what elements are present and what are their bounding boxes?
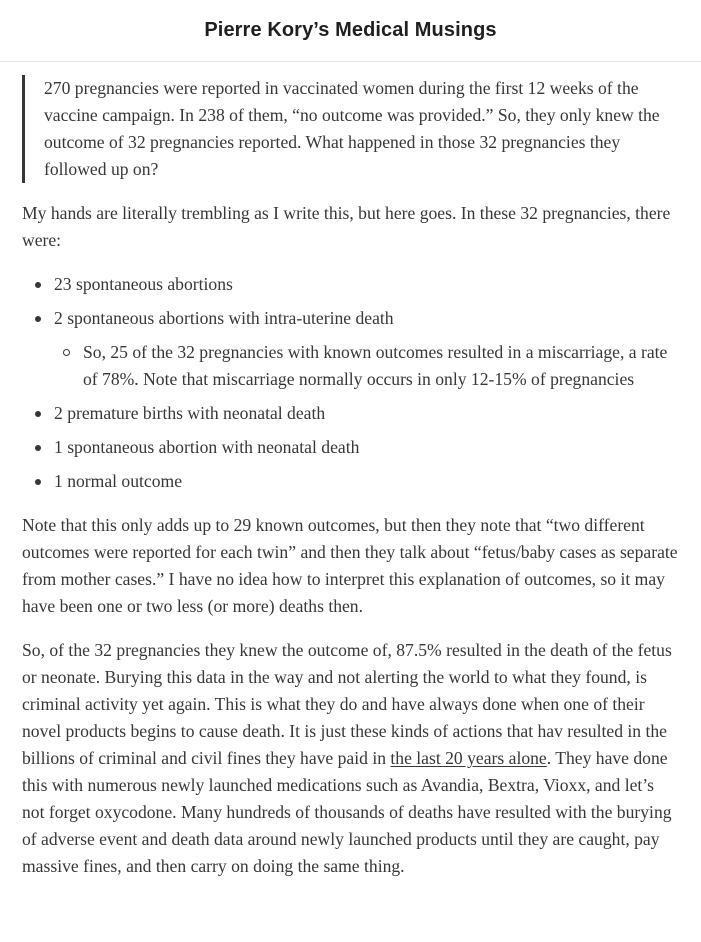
list-item: [22, 434, 679, 461]
paragraph-outcomes-note: Note that this only adds up to 29 known outcomes, but then they note that “two different outcomes were reported for each twin” and then they talk about “fetus/baby cases as separate from mother cases.” I have no idea how to interpret this explanation of outcomes, so it may have been one or two less (or more) deaths then.: [22, 515, 678, 616]
list-item-text: 1 normal outcome: [54, 471, 183, 491]
nested-list-item: [54, 339, 679, 393]
paragraph-conclusion-text-start: So, of the 32 pregnancies they knew the outcome of, 87.5% resulted in the death of the fetus or neonate. Burying this data in the way and not alerting the world to what they found, is criminal activity yet again. This is what they do and have always done when one of their novel products begins to cause death. It is just these kinds of actions that hav resulted in the billions of criminal and civil fines they have paid in: [22, 640, 672, 768]
list-item-text: 2 spontaneous abortions with intra-uterine death: [54, 308, 394, 328]
paragraph-conclusion: [22, 637, 679, 880]
list-item: [22, 400, 679, 427]
blockquote-text: 270 pregnancies were reported in vaccinated women during the first 12 weeks of the vaccine campaign. In 238 of them, “no outcome was provided.” So, they only knew the outcome of 32 pregnancies reported. What happened in those 32 pregnancies they followed up on?: [44, 78, 660, 179]
list-item: [22, 468, 679, 495]
list-item-text: 1 spontaneous abortion with neonatal death: [54, 437, 360, 457]
blockquote: [22, 75, 679, 183]
publication-header: [0, 0, 701, 62]
list-item-text: 2 premature births with neonatal death: [54, 403, 326, 423]
paragraph-conclusion-text-end: . They have done this with numerous newly launched medications such as Avandia, Bextra, Vioxx, and let’s not forget oxycodone. Many hundreds of thousands of deaths have resulted with the burying of adverse event and death data around newly launched products until they are caught, pay massive fines, and then carry on doing the same thing.: [22, 748, 672, 876]
list-item: [22, 271, 679, 298]
outcomes-list: [22, 271, 679, 495]
list-item-text: 23 spontaneous abortions: [54, 274, 233, 294]
nested-list: [54, 339, 679, 393]
publication-title[interactable]: Pierre Kory’s Medical Musings: [204, 19, 497, 41]
intro-paragraph: My hands are literally trembling as I write this, but here goes. In these 32 pregnancies, there were:: [22, 203, 671, 250]
article-body: [0, 75, 701, 880]
last-20-years-link[interactable]: the last 20 years alone: [390, 748, 547, 768]
list-item: [22, 305, 679, 393]
nested-list-item-text: So, 25 of the 32 pregnancies with known outcomes resulted in a miscarriage, a rate of 78%. Note that miscarriage normally occurs in only 12-15% of pregnancies: [83, 342, 668, 389]
